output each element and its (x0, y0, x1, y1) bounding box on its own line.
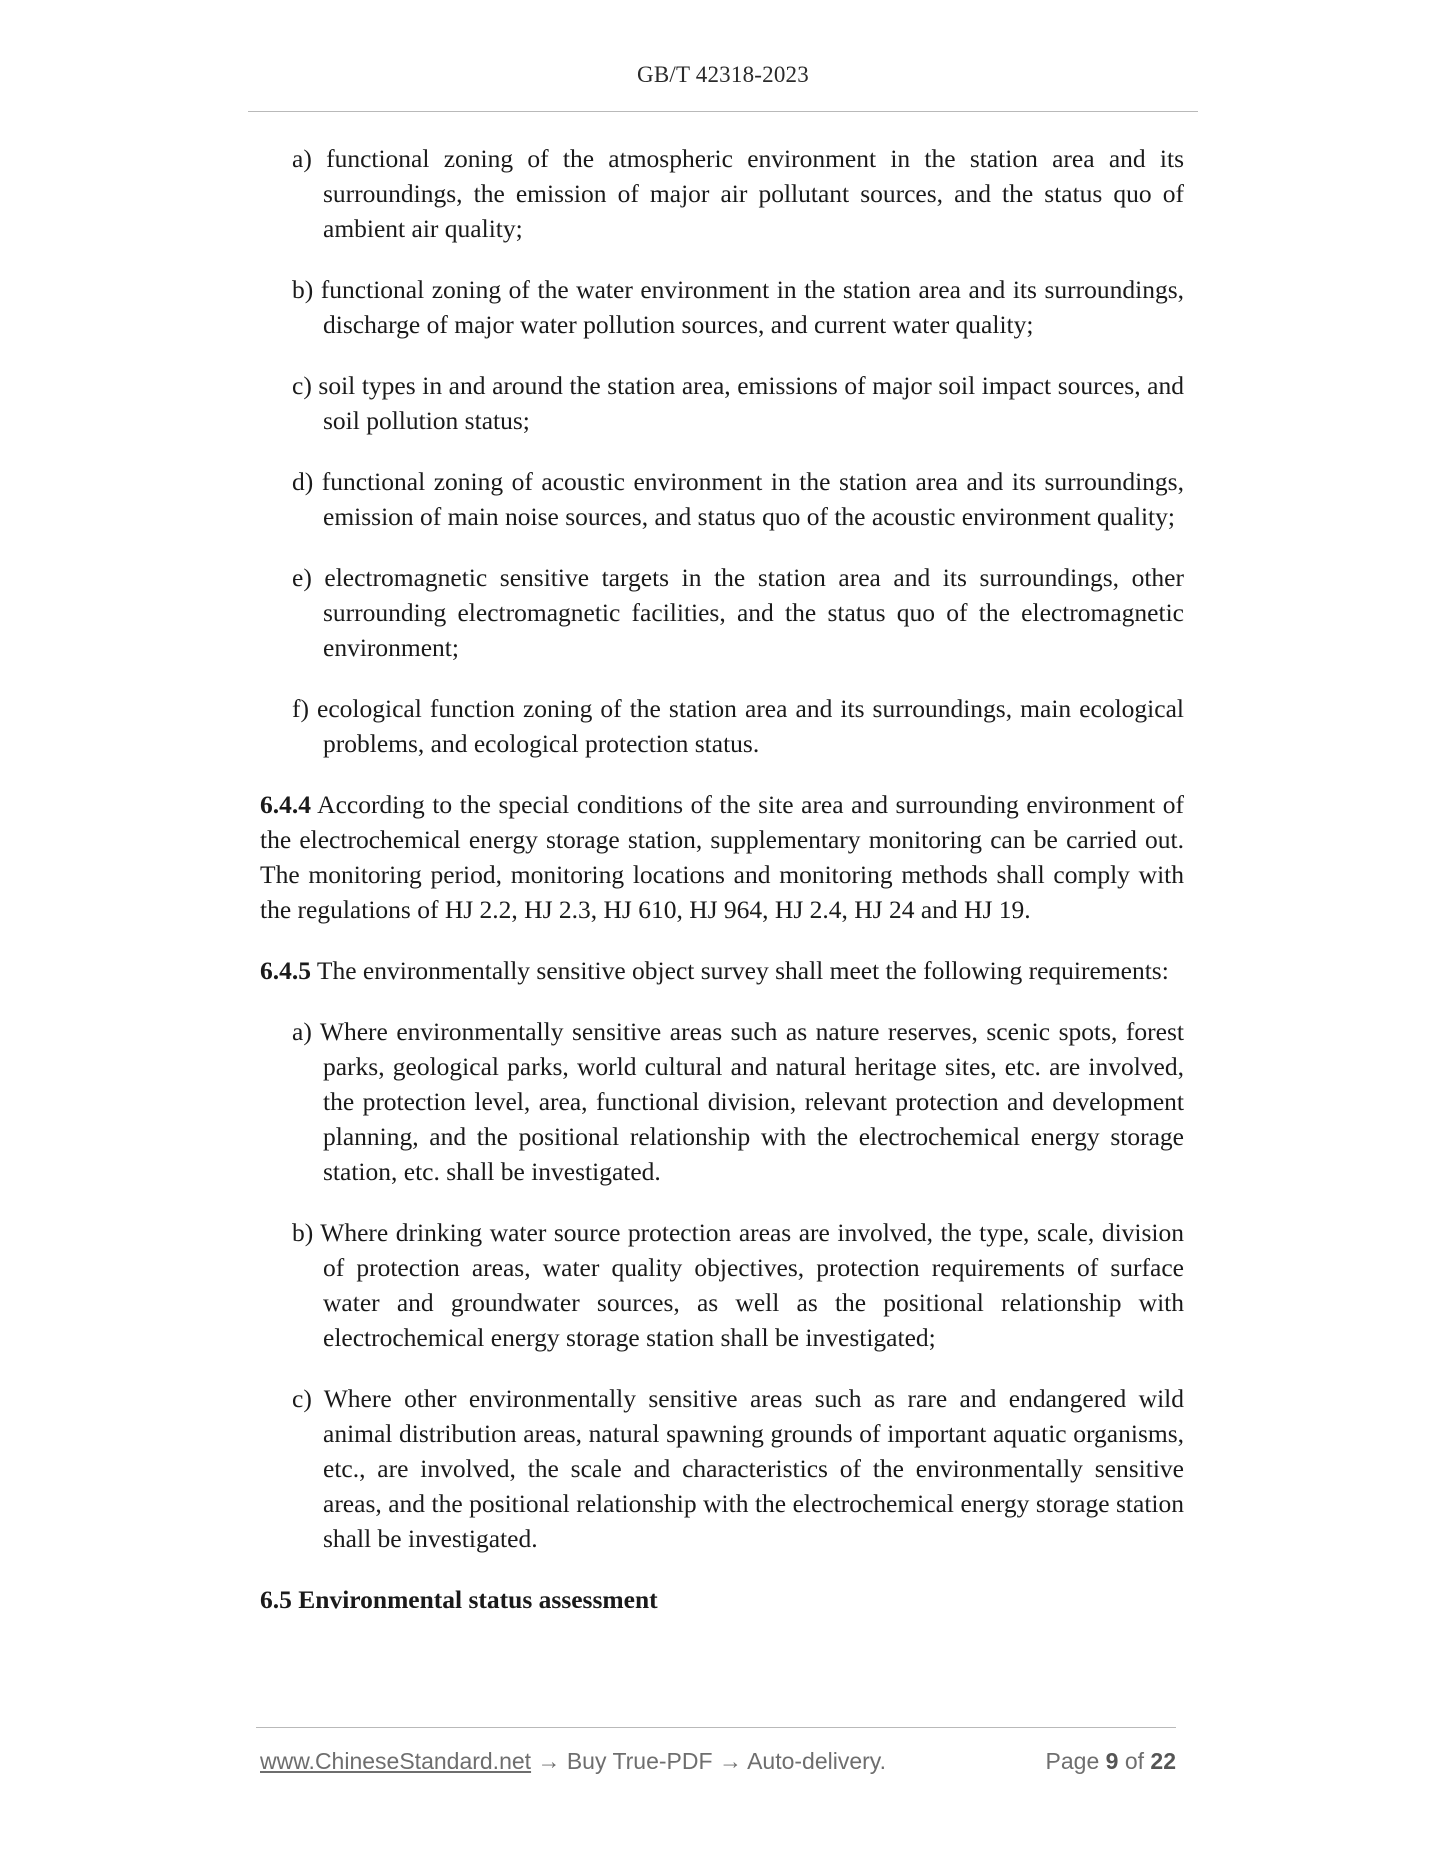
page-footer (260, 1748, 1176, 1780)
arrow-right-icon: → (537, 1748, 561, 1774)
clause-text: The environmentally sensitive object survey shall meet the following requirements: (311, 956, 1169, 985)
auto-delivery-text: Auto-delivery. (747, 1748, 886, 1774)
list-item: e) electromagnetic sensitive targets in the station area and its surroundings, other surrounding electromagnetic facilities, and the status quo of the electromagnetic environment; (292, 563, 1184, 662)
website-link[interactable]: www.ChineseStandard.net (260, 1748, 532, 1774)
list-item: a) Where environmentally sensitive areas such as nature reserves, scenic spots, forest parks, geological parks, world cultural and natural heritage sites, etc. are involved, the protection level, area, functional division, relevant protection and development planning, and the positional relationship with the electrochemical energy storage station, etc. shall be investigated. (292, 1017, 1184, 1186)
list-item: f) ecological function zoning of the station area and its surroundings, main ecological problems, and ecological protection status. (292, 694, 1184, 758)
list-item: b) Where drinking water source protection areas are involved, the type, scale, division of protection areas, water quality objectives, protection requirements of surface water and groundwater sources, as well as the positional relationship with electrochemical energy storage station shall be investigated; (292, 1218, 1184, 1352)
page-indicator (1046, 1748, 1176, 1775)
list-item: a) functional zoning of the atmospheric environment in the station area and its surroundings, the emission of major air pollutant sources, and the status quo of ambient air quality; (292, 144, 1184, 243)
header-divider (248, 111, 1198, 112)
footer-divider (256, 1727, 1176, 1728)
of-label: of (1124, 1748, 1145, 1774)
clause-text: According to the special conditions of the site area and surrounding environment of the electrochemical energy storage station, supplementary monitoring can be carried out. The monitoring period, monitoring locations and monitoring methods shall comply with the regulations of HJ 2.2, HJ 2.3, HJ 610, HJ 964, HJ 2.4, HJ 24 and HJ 19. (260, 790, 1184, 924)
list-item: c) soil types in and around the station area, emissions of major soil impact sources, and soil pollution status; (292, 371, 1184, 435)
list-item: b) functional zoning of the water environment in the station area and its surroundings, discharge of major water pollution sources, and current water quality; (292, 275, 1184, 339)
footer-promo (260, 1748, 886, 1775)
arrow-right-icon: → (718, 1748, 742, 1774)
clause-6-4-5 (260, 953, 1184, 988)
page-label: Page (1045, 1748, 1100, 1774)
clause-number: 6.4.4 (260, 790, 311, 819)
current-page-number: 9 (1105, 1748, 1119, 1774)
document-body (260, 141, 1184, 1617)
clause-6-4-5-list (292, 1014, 1184, 1556)
list-item: d) functional zoning of acoustic environment in the station area and its surroundings, emission of main noise sources, and status quo of the acoustic environment quality; (292, 467, 1184, 531)
clause-number: 6.4.5 (260, 956, 311, 985)
list-item: c) Where other environmentally sensitive areas such as rare and endangered wild animal distribution areas, natural spawning grounds of important aquatic organisms, etc., are involved, the scale and characteristics of the environmentally sensitive areas, and the positional relationship with the electrochemical energy storage station shall be investigated. (292, 1384, 1184, 1553)
clause-6-4-3-list (292, 141, 1184, 761)
page-header-standard-code: GB/T 42318-2023 (637, 62, 809, 87)
buy-pdf-text: Buy True-PDF (566, 1748, 713, 1774)
section-heading-6-5: 6.5 Environmental status assessment (260, 1585, 658, 1614)
clause-6-4-4 (260, 787, 1184, 927)
total-pages-number: 22 (1150, 1748, 1176, 1774)
